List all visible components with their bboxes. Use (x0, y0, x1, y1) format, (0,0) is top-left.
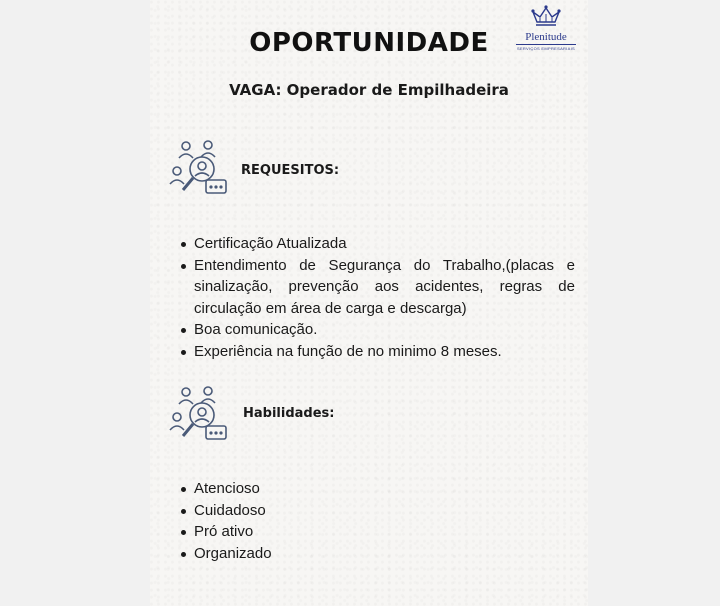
company-logo (514, 4, 578, 56)
habilidades-heading: Habilidades: (243, 406, 335, 421)
right-margin (588, 0, 720, 606)
page-title: OPORTUNIDADE (249, 28, 489, 58)
requisitos-heading: REQUESITOS: (241, 163, 340, 178)
left-margin (0, 0, 150, 606)
list-item: Entendimento de Segurança do Trabalho,(placas e sinalização, prevenção aos acidentes, regras de circulação em área de carga e descarga) (180, 255, 575, 320)
list-item: Boa comunicação. (180, 319, 575, 341)
list-item: Cuidadoso (180, 500, 480, 522)
requisitos-list (180, 233, 575, 362)
list-item: Organizado (180, 543, 480, 565)
list-item: Pró ativo (180, 521, 480, 543)
people-search-icon (168, 138, 228, 198)
people-search-icon (168, 384, 228, 444)
list-item: Atencioso (180, 478, 480, 500)
habilidades-list (180, 478, 480, 564)
job-title: VAGA: Operador de Empilhadeira (229, 81, 509, 99)
logo-subtitle: SERVIÇOS EMPRESARIAIS (516, 46, 576, 51)
list-item: Certificação Atualizada (180, 233, 575, 255)
logo-name: Plenitude (525, 31, 567, 43)
crown-icon (530, 4, 562, 28)
list-item: Experiência na função de no minimo 8 meses. (180, 341, 575, 363)
